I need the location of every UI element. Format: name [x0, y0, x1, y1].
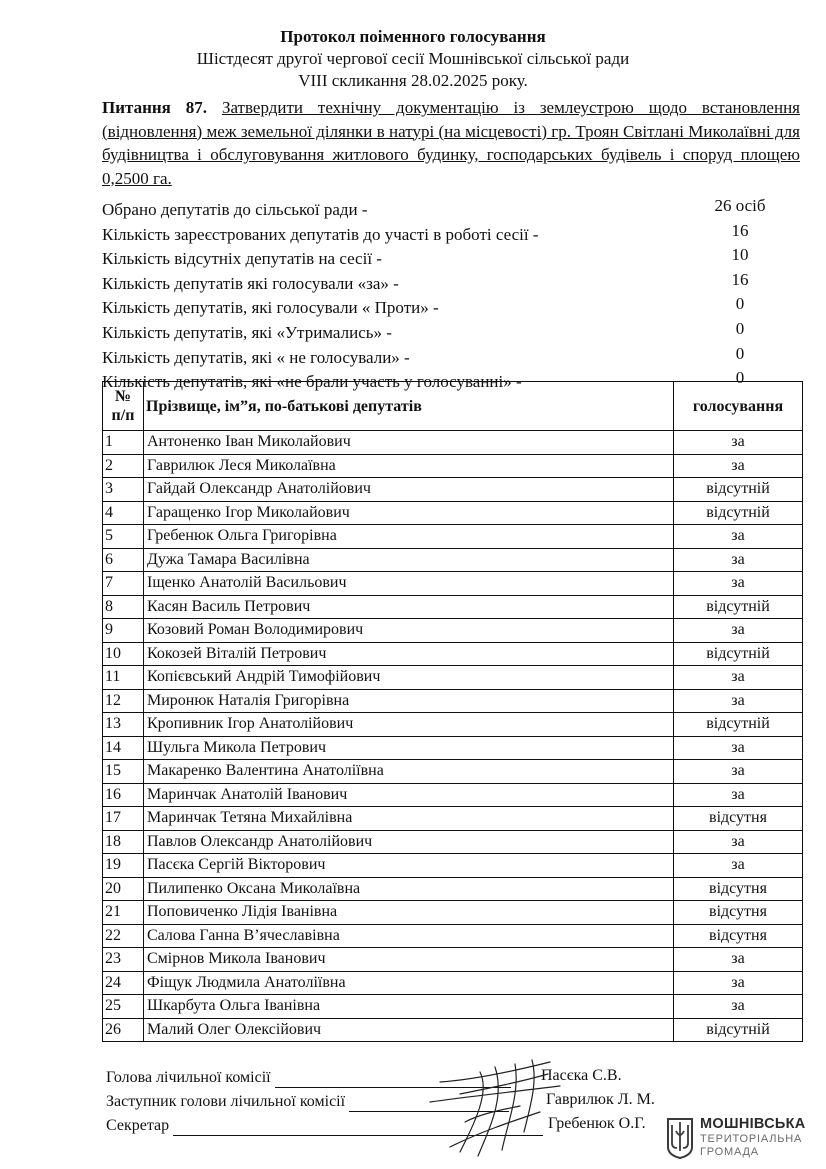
table-row — [103, 971, 803, 995]
stat-value: 0 — [735, 318, 745, 338]
table-row — [103, 572, 803, 596]
row-number: 4 — [103, 501, 144, 525]
vote-result: за — [674, 948, 803, 972]
convocation-line: VIII скликання 28.02.2025 року. — [298, 71, 528, 90]
vote-result: відсутня — [674, 924, 803, 948]
deputy-name: Маринчак Тетяна Михайлівна — [144, 807, 674, 831]
vote-result: за — [674, 666, 803, 690]
row-number: 18 — [103, 830, 144, 854]
table-row — [103, 760, 803, 784]
vote-result: за — [674, 854, 803, 878]
vote-result: відсутня — [674, 807, 803, 831]
logo-line2: ТЕРИТОРІАЛЬНА — [700, 1133, 803, 1145]
deputy-name: Шкарбута Ольга Іванівна — [144, 995, 674, 1019]
stat-value: 26 осіб — [714, 196, 766, 215]
table-row — [103, 595, 803, 619]
question-text: Затвердити технічну документацію із землеустрою щодо встановлення (відновлення) меж земельної ділянки в натурі (на місцевості) гр. Троян Світлані Миколаївні для будівництва і обслуговування житлового будинку, господарських будівель і споруд площею 0,2500 га. — [102, 98, 800, 188]
table-row — [103, 689, 803, 713]
stat-row — [102, 198, 802, 223]
row-number: 15 — [103, 760, 144, 784]
vote-result: відсутня — [674, 901, 803, 925]
signature-role: Голова лічильної комісії — [106, 1069, 271, 1086]
row-number: 22 — [103, 924, 144, 948]
row-number: 16 — [103, 783, 144, 807]
row-number: 26 — [103, 1018, 144, 1042]
session-line: Шістдесят другої чергової сесії Мошнівської сільської ради — [196, 49, 630, 68]
signature-role: Секретар — [106, 1117, 170, 1134]
table-row — [103, 713, 803, 737]
row-number: 19 — [103, 854, 144, 878]
vote-result: за — [674, 548, 803, 572]
table-row — [103, 431, 803, 455]
trident-emblem-icon — [666, 1117, 694, 1159]
deputy-name: Іщенко Анатолій Васильович — [144, 572, 674, 596]
table-row — [103, 807, 803, 831]
deputy-name: Малий Олег Олексійович — [144, 1018, 674, 1042]
row-number: 10 — [103, 642, 144, 666]
deputy-name: Макаренко Валентина Анатоліївна — [144, 760, 674, 784]
stat-row — [102, 269, 802, 297]
table-row — [103, 478, 803, 502]
stat-value: 16 — [731, 220, 749, 240]
row-number: 14 — [103, 736, 144, 760]
document-title: Протокол поіменного голосування — [280, 27, 546, 46]
vote-table — [102, 381, 803, 1042]
vote-result: за — [674, 572, 803, 596]
stat-value: 16 — [731, 269, 749, 289]
signature-name-deputy: Гаврилюк Л. М. — [546, 1091, 655, 1108]
row-number: 6 — [103, 548, 144, 572]
deputy-name: Кропивник Ігор Анатолійович — [144, 713, 674, 737]
stat-label: Кількість депутатів, які « не голосували» - — [102, 347, 410, 367]
stat-row — [102, 296, 802, 321]
vote-result: відсутній — [674, 595, 803, 619]
stat-label: Кількість відсутніх депутатів на сесії - — [102, 249, 382, 269]
deputy-name: Дужа Тамара Василівна — [144, 548, 674, 572]
stat-value: 0 — [735, 294, 745, 314]
vote-result: за — [674, 971, 803, 995]
row-number: 12 — [103, 689, 144, 713]
table-row — [103, 666, 803, 690]
table-row — [103, 854, 803, 878]
stat-label: Кількість зареєстрованих депутатів до участі в роботі сесії - — [102, 224, 539, 244]
deputy-name: Кокозей Віталій Петрович — [144, 642, 674, 666]
vote-result: відсутній — [674, 501, 803, 525]
deputy-name: Маринчак Анатолій Іванович — [144, 783, 674, 807]
deputy-name: Поповиченко Лідія Іванівна — [144, 901, 674, 925]
table-row — [103, 454, 803, 478]
row-number: 2 — [103, 454, 144, 478]
deputy-name: Гребенюк Ольга Григорівна — [144, 525, 674, 549]
vote-result: за — [674, 783, 803, 807]
deputy-name: Шульга Микола Петрович — [144, 736, 674, 760]
row-number: 7 — [103, 572, 144, 596]
logo-line3: ГРОМАДА — [700, 1146, 759, 1158]
deputy-name: Антоненко Іван Миколайович — [144, 431, 674, 455]
deputy-name: Пилипенко Оксана Миколаївна — [144, 877, 674, 901]
table-body — [103, 431, 803, 1042]
row-number: 13 — [103, 713, 144, 737]
deputy-name: Смірнов Микола Іванович — [144, 948, 674, 972]
stat-label: Кількість депутатів, які «не брали участь у голосуванні» - — [102, 372, 522, 392]
stat-row — [102, 343, 802, 371]
signature-name-chair: Пасєка С.В. — [541, 1067, 622, 1084]
logo-line1: МОШНІВСЬКА — [700, 1116, 806, 1132]
table-row — [103, 642, 803, 666]
table-row — [103, 1018, 803, 1042]
row-number: 3 — [103, 478, 144, 502]
stat-label: Обрано депутатів до сільської ради - — [102, 200, 368, 219]
column-header-name: Прізвище, ім”я, по-батькові депутатів — [144, 382, 674, 431]
row-number: 20 — [103, 877, 144, 901]
stat-row — [102, 318, 802, 346]
question-label: Питання 87. — [102, 98, 208, 117]
row-number: 8 — [103, 595, 144, 619]
deputy-name: Миронюк Наталія Григорівна — [144, 689, 674, 713]
vote-result: за — [674, 995, 803, 1019]
vote-result: відсутній — [674, 642, 803, 666]
vote-result: відсутній — [674, 478, 803, 502]
row-number: 1 — [103, 431, 144, 455]
handwritten-signature-icon — [420, 1052, 570, 1162]
deputy-name: Козовий Роман Володимирович — [144, 619, 674, 643]
table-row — [103, 736, 803, 760]
row-number: 23 — [103, 948, 144, 972]
vote-result: відсутній — [674, 1018, 803, 1042]
number-header-line1: № — [114, 388, 132, 405]
stat-label: Кількість депутатів, які голосували « Проти» - — [102, 298, 439, 318]
row-number: 21 — [103, 901, 144, 925]
stat-row — [102, 247, 802, 272]
row-number: 17 — [103, 807, 144, 831]
deputy-name: Касян Василь Петрович — [144, 595, 674, 619]
question-block — [102, 96, 800, 190]
row-number: 5 — [103, 525, 144, 549]
vote-result: за — [674, 760, 803, 784]
vote-result: за — [674, 619, 803, 643]
table-row — [103, 525, 803, 549]
number-header-line2: п/п — [111, 407, 135, 424]
table-row — [103, 877, 803, 901]
deputy-name: Гаращенко Ігор Миколайович — [144, 501, 674, 525]
vote-result: за — [674, 830, 803, 854]
row-number: 9 — [103, 619, 144, 643]
vote-stats — [102, 198, 802, 395]
stat-value: 10 — [731, 245, 749, 265]
table-row — [103, 924, 803, 948]
deputy-name: Павлов Олександр Анатолійович — [144, 830, 674, 854]
stat-label: Кількість депутатів, які «Утримались» - — [102, 322, 392, 342]
table-row — [103, 995, 803, 1019]
table-row — [103, 830, 803, 854]
table-row — [103, 501, 803, 525]
table-row — [103, 901, 803, 925]
table-row — [103, 619, 803, 643]
row-number: 11 — [103, 666, 144, 690]
table-row — [103, 783, 803, 807]
vote-result: за — [674, 454, 803, 478]
vote-result: за — [674, 431, 803, 455]
row-number: 25 — [103, 995, 144, 1019]
stat-label: Кількість депутатів які голосували «за» - — [102, 273, 399, 293]
deputy-name: Фіщук Людмила Анатоліївна — [144, 971, 674, 995]
stat-value: 0 — [735, 368, 745, 388]
deputy-name: Гаврилюк Леся Миколаївна — [144, 454, 674, 478]
signature-name-secretary: Гребенюк О.Г. — [548, 1115, 646, 1132]
vote-result: відсутній — [674, 713, 803, 737]
deputy-name: Копієвський Андрій Тимофійович — [144, 666, 674, 690]
stat-value: 0 — [735, 343, 745, 363]
deputy-name: Пасєка Сергій Вікторович — [144, 854, 674, 878]
column-header-vote: голосування — [674, 382, 803, 431]
table-header-row — [103, 382, 803, 431]
vote-result: за — [674, 525, 803, 549]
table-row — [103, 948, 803, 972]
table-row — [103, 548, 803, 572]
deputy-name: Гайдай Олександр Анатолійович — [144, 478, 674, 502]
deputy-name: Салова Ганна В’ячеславівна — [144, 924, 674, 948]
vote-result: за — [674, 736, 803, 760]
vote-result: відсутня — [674, 877, 803, 901]
vote-result: за — [674, 689, 803, 713]
row-number: 24 — [103, 971, 144, 995]
community-logo — [666, 1116, 816, 1162]
column-header-number — [103, 382, 144, 431]
signature-role: Заступник голови лічильної комісії — [106, 1093, 346, 1110]
stat-row — [102, 220, 802, 248]
